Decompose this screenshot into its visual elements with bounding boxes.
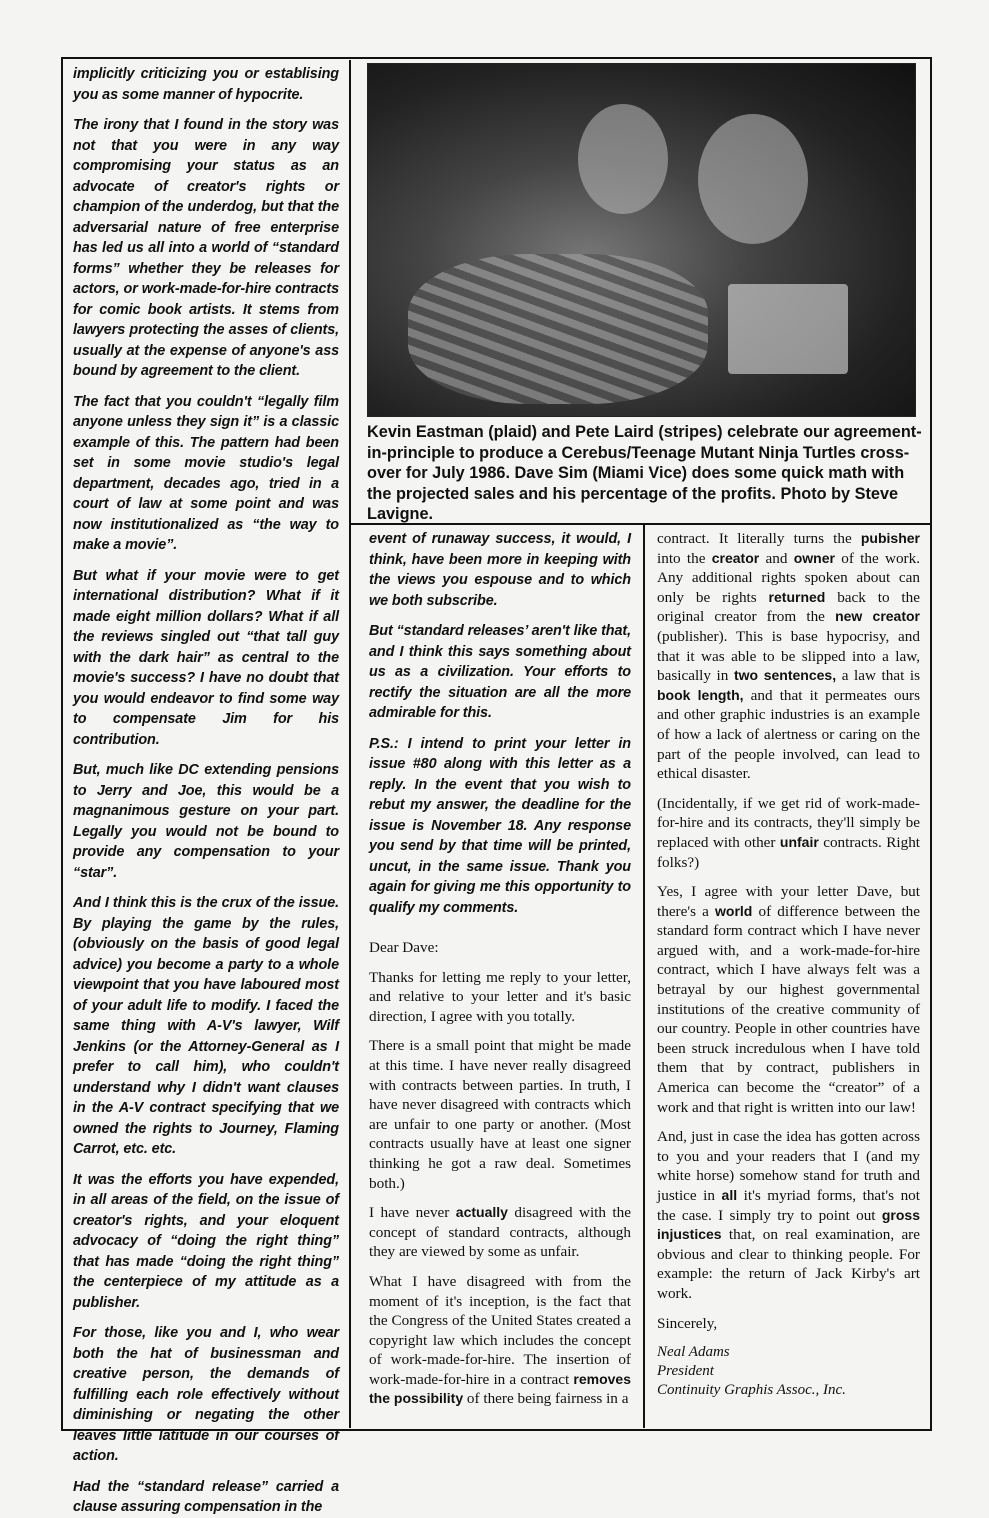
paragraph [73, 392, 339, 556]
text: (Incidentally, if we get rid of work-made-for-hire and its contracts, they'll simply be replaced with other [657, 794, 920, 851]
bold-text: new creator [835, 608, 920, 625]
left-column-letter [63, 60, 351, 1515]
paragraph [73, 1477, 339, 1518]
text: disagreed with the concept of standard contracts, although they are viewed by some as unfair. [369, 1204, 631, 1261]
text: of difference between the standard form contract which I have never argued with, and a work-made-for-hire contract, which I have always felt was a betrayal by our highest governmental institutions of the creative community of our country. People in other countries have been struck incredulous when I have told them that by contract, publishers in America can become the “creator” of a work and that right is written into our law! [657, 902, 920, 1116]
text: P.S.: I intend to print your letter in issue #80 along with this letter as a reply. In the event that you wish to rebut my answer, the deadline for the issue is November 18. Any response you send by that time will be printed, uncut, in the same issue. Thank you again for giving me this opportunity to qualify my comments. [369, 735, 631, 916]
paragraph [73, 893, 339, 1160]
signature-company: Continuity Graphis Assoc., Inc. [657, 1382, 846, 1399]
text: There is a small point that might be made at this time. I have never really disagreed with contracts between parties. In truth, I have never disagreed with contracts which are unfair to one party or another. (Most contracts usually have at least one signer thinking he got a raw deal. Sometimes both.) [369, 1037, 631, 1192]
paragraph [369, 1272, 631, 1409]
text: Dear Dave: [369, 939, 439, 956]
photo-figure-center [578, 104, 668, 214]
text: Had the “standard release” carried a clause assuring compensation in the [73, 1478, 339, 1515]
paragraph [369, 1203, 631, 1262]
text: of there being fairness in a [463, 1390, 629, 1408]
text: it's myriad forms, that's not the case. I simply try to point out [657, 1187, 920, 1224]
bold-text: world [715, 902, 753, 919]
text: The fact that you couldn't “legally film anyone unless they sign it” is a classic example of this. The pattern had been set in some movie studio's legal department, decades ago, tried in a court of law at some point and was now institutionalized as “the way to make a movie”. [73, 393, 339, 553]
photo-panel [351, 59, 930, 525]
bold-text: actually [455, 1204, 508, 1221]
text: Thanks for letting me reply to your letter, and relative to your letter and it's basic direction, I agree with you totally. [369, 968, 631, 1025]
text: into the [657, 549, 712, 567]
text: and that it permeates ours and other graphic industries is an example of how a lack of alertness or caring on the part of the people involved, can lead to ethical disaster. [657, 686, 921, 783]
photo-comic-book [728, 284, 848, 374]
signature-title: President [657, 1363, 714, 1380]
text: event of runaway success, it would, I think, have been more in keeping with the views you espouse and to which we both subscribe. [369, 531, 631, 609]
reply-letter-continued [657, 529, 920, 1333]
reply-letter [369, 938, 631, 1409]
text: The irony that I found in the story was not that you were in any way compromising your status as an advocate of creator's rights or champion of the underdog, but that the adversarial nature of free enterprise has led us all into a world of “standard forms” whether they be releases for actors, or work-made-for-hire contracts for comic book artists. It stems from lawyers protecting the asses of clients, usually at the expense of anyone's ass bound by agreement to the client. [73, 117, 339, 379]
paragraph [369, 938, 631, 958]
paragraph [369, 621, 631, 724]
photograph [367, 63, 916, 417]
text: contract. It literally turns the [657, 530, 861, 547]
text: (publisher). This is base hypocrisy, and that it was able to be slipped into a law, basically in [657, 627, 920, 685]
photo-figure-reclining [408, 254, 708, 404]
text: And, just in case the idea has gotten across to you and your readers that I (and my white horse) somehow stand for truth and justice in [657, 1128, 920, 1204]
middle-column [351, 525, 645, 1428]
bold-text: book length, [657, 686, 744, 703]
paragraph [73, 1323, 339, 1467]
text: back to the original creator from the [657, 588, 920, 626]
text: For those, like you and I, who wear both the hat of businessman and creative person, the demands of fulfilling each role effectively without diminishing or negating the other leaves little latitude in our courses of action. [73, 1325, 339, 1464]
bold-text: returned [768, 588, 826, 605]
text: contracts. Right folks?) [657, 833, 921, 871]
text: It was the efforts you have expended, in all areas of the field, on the issue of creator's rights, and your eloquent advocacy of “doing the right thing” that has made “doing the right thing” the centerpiece of my attitude as a publisher. [73, 1171, 339, 1311]
bold-text: pubisher [860, 530, 920, 546]
right-column [645, 525, 930, 1428]
paragraph [657, 882, 920, 1117]
signature-name: Neal Adams [657, 1344, 730, 1361]
paragraph [369, 734, 631, 919]
letter-continuation [369, 529, 631, 918]
paragraph [73, 566, 339, 751]
text: But, much like DC extending pensions to Jerry and Joe, this would be a magnanimous gesture on your part. Legally you would not be bound to provide any compensation to your “star”. [73, 762, 339, 881]
bold-text: removes the possibility [369, 1370, 631, 1407]
text: and [759, 549, 794, 567]
bold-text: all [721, 1187, 738, 1203]
paragraph [369, 1036, 631, 1193]
text: But what if your movie were to get international distribution? What if it made eight million dollars? What if all the reviews singled out “that tall guy with the dark hair” as central to the movie's success? I have no doubt that you would endeavor to find some way to compensate Jim for his contribution. [73, 567, 339, 748]
text: Yes, I agree with your letter Dave, but there's a [657, 883, 920, 920]
text: that, on real examination, are obvious and clear to thinking people. For example: the return of Jack Kirby's art work. [657, 1226, 920, 1302]
text: implicitly criticizing you or establising you as some manner of hypocrite. [73, 66, 339, 103]
paragraph [73, 1170, 339, 1314]
bold-text: two sentences, [733, 667, 837, 684]
paragraph [73, 115, 339, 382]
text: a law that is [836, 667, 920, 685]
text: What I have disagreed with from the moment of it's inception, is the fact that the Congress of the United States created a copyright law which includes the concept of work-made-for-hire. The insertion of work-made-for-hire in a contract [369, 1272, 631, 1388]
paragraph [369, 968, 631, 1027]
paragraph [657, 1127, 920, 1303]
text: And I think this is the crux of the issue. By playing the game by the rules, (obviously on the basis of good legal advice) you become a party to a whole viewpoint that you have laboured most of your adult life to modify. I faced the same thing with A-V's lawyer, Wilf Jenkins (or the Attorney-General as I prefer to call him), who couldn't understand why I didn't want clauses in the A-V contract specifying that we owned the rights to Journey, Flaming Carrot, etc. etc. [73, 895, 339, 1157]
paragraph [73, 64, 339, 105]
photo-figure-right [698, 114, 808, 244]
bold-text: owner [793, 549, 835, 566]
bold-text: gross injustices [657, 1206, 920, 1243]
paragraph [73, 760, 339, 883]
paragraph [657, 1314, 920, 1334]
text: of the work. Any additional rights spoken about can only be rights [657, 549, 921, 606]
paragraph [369, 529, 631, 611]
bold-text: creator [711, 549, 760, 566]
photo-caption: Kevin Eastman (plaid) and Pete Laird (stripes) celebrate our agreement-in-principle to produce a Cerebus/Teenage Mutant Ninja Turtles cross-over for July 1986. Dave Sim (Miami Vice) does some quick math with the projected sales and his percentage of the profits. Photo by Steve Lavigne. [367, 423, 922, 524]
text: I have never [369, 1204, 456, 1222]
text: But “standard releases’ aren't like that, and I think this says something about us as a civilization. Your efforts to rectify the situation are all the more admirable for this. [369, 623, 631, 721]
paragraph [657, 794, 920, 872]
paragraph [657, 529, 920, 784]
bold-text: unfair [779, 833, 819, 850]
text: Sincerely, [657, 1314, 718, 1332]
